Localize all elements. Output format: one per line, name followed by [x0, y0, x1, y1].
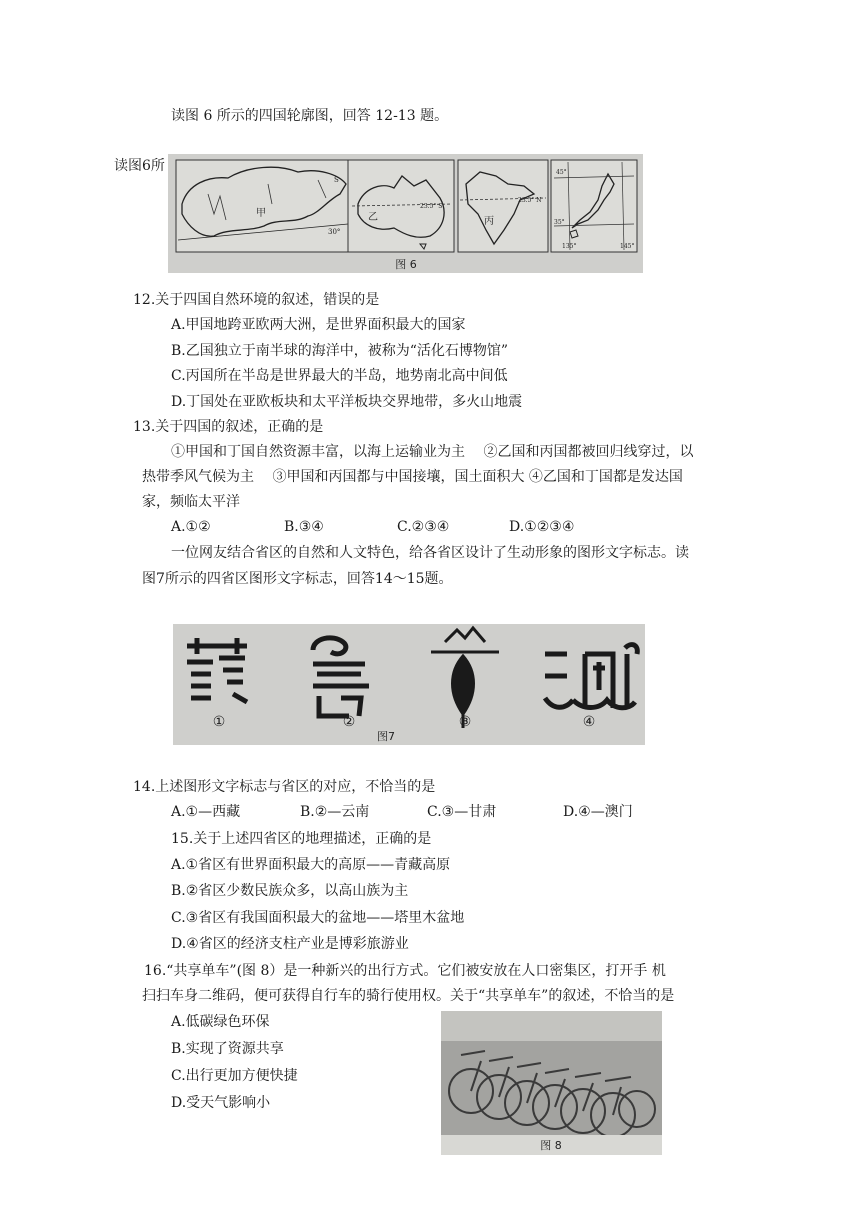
fig8-caption: 图 8: [540, 1139, 562, 1152]
q15-option-a: A.①省区有世界面积最大的高原——青藏高原: [171, 857, 451, 873]
q13-line-3: 家，频临太平洋: [142, 494, 240, 510]
q16-option-c: C.出行更加方便快捷: [171, 1068, 298, 1084]
q14-option-c: C.③—甘肃: [427, 804, 497, 820]
q16-option-b: B.实现了资源共享: [171, 1041, 284, 1057]
q12-option-d: D.丁国处在亚欧板块和太平洋板块交界地带，多火山地震: [171, 394, 523, 410]
q15-option-c: C.③省区有我国面积最大的盆地——塔里木盆地: [171, 910, 465, 926]
label-jia: 甲: [256, 208, 266, 219]
q13-option-a: A.①②: [171, 519, 211, 535]
figure-7: [173, 624, 645, 745]
q13-stem: 13.关于四国的叙述，正确的是: [133, 419, 324, 435]
q13-option-d: D.①②③④: [509, 519, 575, 535]
side-label: 读图6所: [114, 158, 165, 174]
q14-option-a: A.①—西藏: [171, 804, 241, 820]
figure-8: [441, 1011, 662, 1155]
q15-option-b: B.②省区少数民族众多，以高山族为主: [171, 883, 409, 899]
intro-fig7-line-1: 一位网友结合省区的自然和人文特色，给各省区设计了生动形象的图形文字标志。读: [171, 545, 689, 561]
q12-option-a: A.甲国地跨亚欧两大洲，是世界面积最大的国家: [171, 317, 466, 333]
mark-s: S: [334, 176, 339, 184]
label-yi: 乙: [368, 212, 378, 223]
mark-23s: 23.5° S: [420, 203, 443, 210]
q16-line-2: 扫扫车身二维码，便可获得自行车的骑行使用权。关于“共享单车”的叙述，不恰当的是: [142, 988, 675, 1004]
q16-option-d: D.受天气影响小: [171, 1095, 271, 1111]
q12-option-b: B.乙国独立于南半球的海洋中，被称为“活化石博物馆”: [171, 343, 509, 359]
fig6-caption: 图 6: [395, 258, 417, 271]
q12-stem: 12.关于四国自然环境的叙述，错误的是: [133, 292, 380, 308]
fig7-num-1: ①: [212, 714, 226, 730]
label-bing: 丙: [484, 216, 494, 227]
mark-30: 30°: [328, 228, 341, 236]
q15-stem: 15.关于上述四省区的地理描述，正确的是: [171, 831, 432, 847]
mark-135: 135°: [562, 243, 577, 250]
q13-line-2: 热带季风气候为主 ③甲国和丙国都与中国接壤，国土面积大 ④乙国和丁国都是发达国: [142, 469, 683, 485]
q12-option-c: C.丙国所在半岛是世界最大的半岛，地势南北高中间低: [171, 368, 508, 384]
mark-23n: 23.5° N: [518, 197, 542, 204]
mark-35: 35°: [554, 219, 565, 226]
q16-option-a: A.低碳绿色环保: [171, 1014, 270, 1030]
q14-option-d: D.④—澳门: [563, 804, 633, 820]
q13-line-1: ①甲国和丁国自然资源丰富，以海上运输业为主 ②乙国和丙国都被回归线穿过，以: [171, 444, 694, 460]
q16-line-1: 16.“共享单车”(图 8）是一种新兴的出行方式。它们被安放在人口密集区，打开手 机: [144, 963, 666, 979]
fig7-caption: 图7: [377, 730, 395, 743]
fig7-num-4: ④: [582, 714, 596, 730]
fig7-num-3: ③: [458, 714, 472, 730]
intro-fig7-line-2: 图7所示的四省区图形文字标志，回答14～15题。: [142, 571, 453, 587]
q15-option-d: D.④省区的经济支柱产业是博彩旅游业: [171, 936, 409, 952]
q14-stem: 14.上述图形文字标志与省区的对应，不恰当的是: [133, 779, 436, 795]
q13-option-b: B.③④: [284, 519, 324, 535]
q14-option-b: B.②—云南: [300, 804, 370, 820]
q13-option-c: C.②③④: [397, 519, 450, 535]
intro-fig6: 读图 6 所示的四国轮廓图，回答 12-13 题。: [171, 108, 449, 124]
figure-6: [168, 154, 643, 273]
mark-45: 45°: [556, 169, 567, 176]
mark-145: 145°: [620, 243, 635, 250]
fig7-num-2: ②: [342, 714, 356, 730]
